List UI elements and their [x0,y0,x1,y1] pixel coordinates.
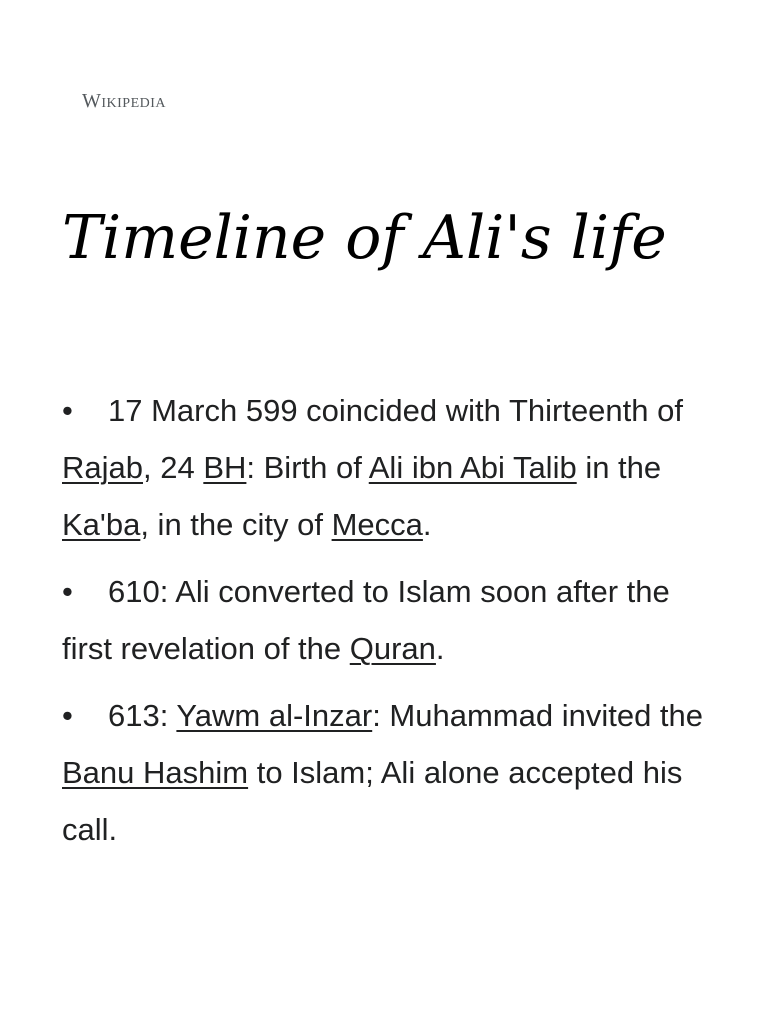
timeline-list [62,382,722,868]
item-text: 17 March 599 coincided with Thirteenth of [108,393,683,428]
link-ali-ibn-abi-talib[interactable]: Ali ibn Abi Talib [368,450,577,485]
link-mecca[interactable]: Mecca [331,507,423,542]
list-item [62,687,722,858]
item-text: 610: Ali converted to Islam soon after the first revelation of the [62,574,670,666]
list-item [62,563,722,677]
item-text: : Birth of [246,450,369,485]
item-text: 613: [108,698,177,733]
page-title: Timeline of Ali's life [62,203,667,273]
bullet-icon: • [62,698,73,733]
list-item [62,382,722,553]
item-text: , 24 [143,450,204,485]
wikipedia-logo[interactable]: Wikipedia [82,90,167,112]
item-text: . [435,631,445,666]
link-yawm-al-inzar[interactable]: Yawm al-Inzar [176,698,373,733]
link-banu-hashim[interactable]: Banu Hashim [62,755,249,790]
item-text: : Muhammad invited the [372,698,704,733]
link-quran[interactable]: Quran [349,631,436,666]
link-kaba[interactable]: Ka'ba [62,507,141,542]
bullet-icon: • [62,393,73,428]
item-text: . [422,507,432,542]
item-text: , in the city of [140,507,332,542]
link-rajab[interactable]: Rajab [62,450,143,485]
item-text: to Islam; Ali alone accepted his call. [62,755,683,847]
item-text: in the [576,450,662,485]
link-bh[interactable]: BH [203,450,247,485]
bullet-icon: • [62,574,73,609]
